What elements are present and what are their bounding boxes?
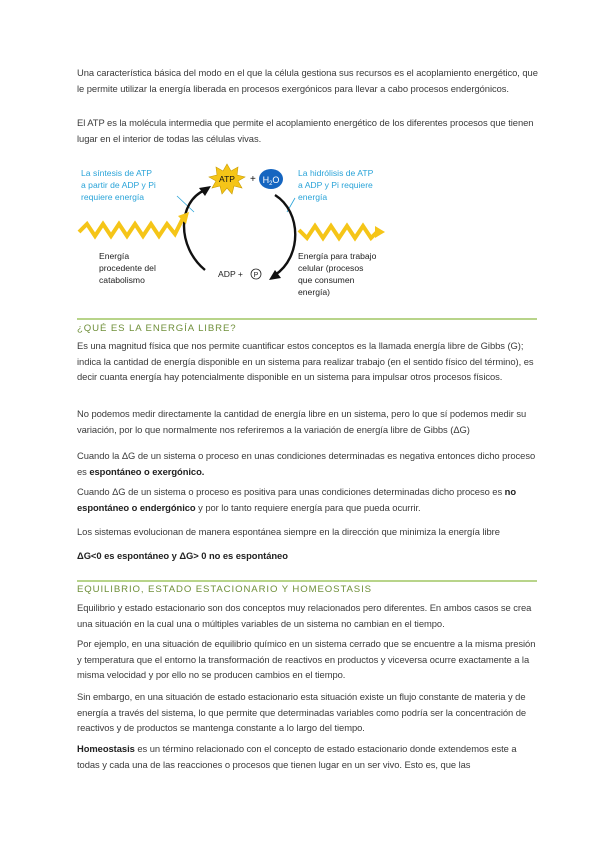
section-heading-equilibrium: EQUILIBRIO, ESTADO ESTACIONARIO Y HOMEOSTASIS bbox=[77, 584, 372, 595]
bottom-left-line: Energía bbox=[99, 251, 130, 261]
paragraph: Equilibrio y estado estacionario son dos conceptos muy relacionados pero diferentes. En ambos casos se crea una situación en la cual una o múltiples variables de un sistema no cambian en el tiempo. bbox=[77, 602, 532, 629]
bottom-right-line: energía) bbox=[298, 287, 331, 297]
text: Cuando la ΔG de un sistema o proceso en unas condiciones determinadas es negativa entonces dicho proceso es bbox=[77, 450, 536, 477]
bold-text: Homeostasis bbox=[77, 743, 135, 754]
right-label-line: energía bbox=[298, 192, 328, 202]
text: es un término relacionado con el concepto de estado estacionario donde extendemos este a todas y cada una de las reacciones o procesos que tienen lugar en un ser vivo. Esto es, que las bbox=[77, 743, 517, 770]
bottom-left-line: catabolismo bbox=[99, 275, 145, 285]
text: y por lo tanto requiere energía para que pueda ocurrir. bbox=[195, 501, 421, 513]
h2o-label: $H_2O$ bbox=[262, 175, 280, 187]
paragraph-bold: ΔG<0 es espontáneo y ΔG> 0 no es espontáneo bbox=[77, 550, 288, 561]
paragraph: Los sistemas evolucionan de manera espontánea siempre en la dirección que minimiza la energía libre bbox=[77, 526, 500, 537]
section-divider bbox=[77, 580, 537, 582]
section-divider bbox=[77, 318, 537, 320]
paragraph bbox=[77, 741, 541, 772]
bottom-left-line: procedente del bbox=[99, 263, 156, 273]
paragraph: Es una magnitud física que nos permite cuantificar estos conceptos es la llamada energía libre de Gibbs (G); indica la cantidad de energía disponible en un sistema para realizar trabajo (en el sentido físico del término), es decir cuanta energía hay potencialmente disponible en un sistema para impulsar otros procesos físicos. bbox=[77, 340, 534, 383]
zigzag-energy-in-icon bbox=[79, 218, 183, 236]
right-label-line: La hidrólisis de ATP bbox=[298, 168, 374, 178]
bottom-right-line: Energía para trabajo bbox=[298, 251, 377, 261]
intro-paragraph-2: El ATP es la molécula intermedia que permite el acoplamiento energético de los diferentes procesos que tienen lugar en el interior de todas las células vivas. bbox=[77, 117, 534, 144]
left-label-line: requiere energía bbox=[81, 192, 145, 202]
section-heading-free-energy: ¿QUÉ ES LA ENERGÍA LIBRE? bbox=[77, 323, 237, 334]
paragraph: Sin embargo, en una situación de estado estacionario esta situación existe un flujo constante de materia y de energía a través del sistema, lo que permite que determinadas variables como podría ser la concentración de reactivos y de productos se mantenga constante a lo largo del tiempo. bbox=[77, 691, 527, 734]
bold-text: espontáneo o exergónico. bbox=[89, 465, 205, 477]
cycle-arrow-left bbox=[184, 190, 205, 270]
paragraph bbox=[77, 484, 541, 515]
plus-sign: + bbox=[250, 174, 256, 185]
intro-paragraph-1: Una característica básica del modo en el que la célula gestiona sus recursos es el acoplamiento energético, que le permite utilizar la energía liberada en procesos exergónicos para llevar a cabo procesos endergónicos. bbox=[77, 67, 538, 94]
left-label-line: a partir de ADP y Pi bbox=[81, 180, 156, 190]
bottom-right-line: que consumen bbox=[298, 275, 355, 285]
text: Cuando ΔG de un sistema o proceso es positiva para unas condiciones determinadas dicho proceso es bbox=[77, 486, 505, 497]
atp-label: ATP bbox=[219, 174, 235, 184]
paragraph: Por ejemplo, en una situación de equilibrio químico en un sistema cerrado que se encuentre a la misma presión y temperatura que el entorno la transformación de reactivos en productos y viceversa ocurre exactamente a la misma velocidad y por ello no se producen cambios en el tiempo. bbox=[77, 638, 536, 681]
bottom-right-line: celular (procesos bbox=[298, 263, 364, 273]
paragraph: No podemos medir directamente la cantidad de energía libre en un sistema, pero lo que sí podemos medir su variación, por lo que normalmente nos referiremos a la variación de energía libre de Gibbs (ΔG) bbox=[77, 408, 527, 435]
paragraph bbox=[77, 448, 541, 479]
bold-text: no espontáneo o endergónico bbox=[77, 486, 517, 513]
right-label-line: a ADP y Pi requiere bbox=[298, 180, 373, 190]
zigzag-energy-out-icon bbox=[299, 226, 377, 238]
adp-label: ADP + bbox=[218, 269, 243, 279]
atp-cycle-diagram bbox=[77, 152, 397, 307]
phosphate-label: P bbox=[253, 272, 259, 279]
left-label-line: La síntesis de ATP bbox=[81, 168, 153, 178]
cycle-arrow-right bbox=[275, 195, 295, 275]
